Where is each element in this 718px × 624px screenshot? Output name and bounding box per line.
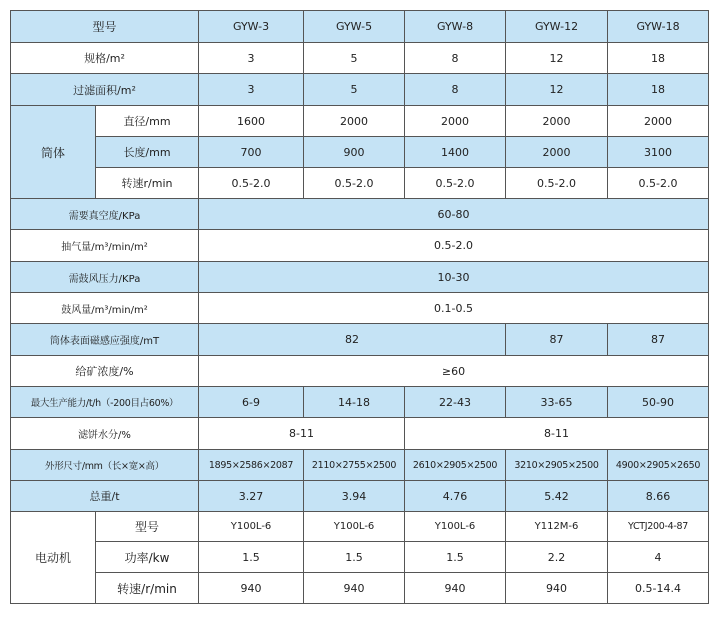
table-cell: 22-43 bbox=[405, 387, 506, 418]
table-cell: 2610×2905×2500 bbox=[405, 450, 506, 481]
spec-table-container bbox=[10, 10, 709, 604]
table-cell: 3 bbox=[199, 74, 304, 106]
header-model: GYW-18 bbox=[608, 11, 709, 43]
table-cell: 3.27 bbox=[199, 481, 304, 512]
row-label: 最大生产能力/t/h（-200目占60%） bbox=[11, 387, 199, 418]
table-cell: 0.5-2.0 bbox=[199, 168, 304, 199]
table-cell: 8.66 bbox=[608, 481, 709, 512]
table-cell: 4 bbox=[608, 542, 709, 573]
table-cell: 940 bbox=[506, 573, 608, 604]
row-label: 筒体表面磁感应强度/mT bbox=[11, 324, 199, 356]
table-cell: 5 bbox=[304, 43, 405, 74]
table-cell: 940 bbox=[199, 573, 304, 604]
header-model: GYW-5 bbox=[304, 11, 405, 43]
table-cell: 5.42 bbox=[506, 481, 608, 512]
row-label: 鼓风量/m³/min/m² bbox=[11, 293, 199, 324]
table-cell: 87 bbox=[506, 324, 608, 356]
table-cell: 940 bbox=[405, 573, 506, 604]
table-cell: 12 bbox=[506, 74, 608, 106]
table-cell: 10-30 bbox=[199, 262, 709, 293]
sub-label: 转速r/min bbox=[96, 168, 199, 199]
table-row bbox=[11, 450, 709, 481]
table-cell: 18 bbox=[608, 43, 709, 74]
table-cell: 2000 bbox=[304, 106, 405, 137]
header-row bbox=[11, 11, 709, 43]
table-cell: 1600 bbox=[199, 106, 304, 137]
table-cell: 82 bbox=[199, 324, 506, 356]
table-row bbox=[11, 168, 709, 199]
table-row bbox=[11, 106, 709, 137]
table-cell: 2110×2755×2500 bbox=[304, 450, 405, 481]
table-cell: YCTJ200-4-87 bbox=[608, 512, 709, 542]
table-row bbox=[11, 74, 709, 106]
row-label: 需要真空度/KPa bbox=[11, 199, 199, 230]
row-label: 给矿浓度/% bbox=[11, 356, 199, 387]
table-row bbox=[11, 387, 709, 418]
table-cell: Y100L-6 bbox=[199, 512, 304, 542]
table-cell: 1400 bbox=[405, 137, 506, 168]
table-cell: 8-11 bbox=[405, 418, 709, 450]
table-cell: 6-9 bbox=[199, 387, 304, 418]
sub-label: 直径/mm bbox=[96, 106, 199, 137]
table-cell: 2000 bbox=[608, 106, 709, 137]
table-cell: 1.5 bbox=[304, 542, 405, 573]
row-label: 滤饼水分/% bbox=[11, 418, 199, 450]
table-cell: 1.5 bbox=[405, 542, 506, 573]
drum-group-label: 筒体 bbox=[11, 106, 96, 199]
header-label: 型号 bbox=[11, 11, 199, 43]
table-cell: 1895×2586×2087 bbox=[199, 450, 304, 481]
table-cell: 8 bbox=[405, 43, 506, 74]
table-row bbox=[11, 137, 709, 168]
table-cell: Y112M-6 bbox=[506, 512, 608, 542]
table-cell: 2000 bbox=[405, 106, 506, 137]
sub-label: 长度/mm bbox=[96, 137, 199, 168]
table-cell: 33-65 bbox=[506, 387, 608, 418]
table-cell: 50-90 bbox=[608, 387, 709, 418]
table-row bbox=[11, 43, 709, 74]
table-row bbox=[11, 262, 709, 293]
table-row bbox=[11, 418, 709, 450]
table-cell: 0.5-2.0 bbox=[608, 168, 709, 199]
table-cell: Y100L-6 bbox=[304, 512, 405, 542]
table-cell: 940 bbox=[304, 573, 405, 604]
row-label: 规格/m² bbox=[11, 43, 199, 74]
table-cell: 2000 bbox=[506, 106, 608, 137]
table-cell: 3 bbox=[199, 43, 304, 74]
table-row bbox=[11, 230, 709, 262]
table-cell: 0.1-0.5 bbox=[199, 293, 709, 324]
table-cell: 87 bbox=[608, 324, 709, 356]
table-cell: 0.5-2.0 bbox=[199, 230, 709, 262]
table-row bbox=[11, 481, 709, 512]
motor-group-label: 电动机 bbox=[11, 512, 96, 604]
table-cell: 8-11 bbox=[199, 418, 405, 450]
table-cell: 3210×2905×2500 bbox=[506, 450, 608, 481]
table-row bbox=[11, 542, 709, 573]
table-cell: 3.94 bbox=[304, 481, 405, 512]
table-cell: 4.76 bbox=[405, 481, 506, 512]
table-row bbox=[11, 573, 709, 604]
table-cell: 3100 bbox=[608, 137, 709, 168]
table-cell: 18 bbox=[608, 74, 709, 106]
table-cell: 1.5 bbox=[199, 542, 304, 573]
row-label: 总重/t bbox=[11, 481, 199, 512]
row-label: 需鼓风压力/KPa bbox=[11, 262, 199, 293]
table-cell: 0.5-2.0 bbox=[405, 168, 506, 199]
table-cell: 8 bbox=[405, 74, 506, 106]
table-row bbox=[11, 512, 709, 542]
table-cell: Y100L-6 bbox=[405, 512, 506, 542]
header-model: GYW-8 bbox=[405, 11, 506, 43]
table-cell: 4900×2905×2650 bbox=[608, 450, 709, 481]
row-label: 过滤面积/m² bbox=[11, 74, 199, 106]
table-cell: 2000 bbox=[506, 137, 608, 168]
table-cell: 12 bbox=[506, 43, 608, 74]
row-label: 外形尺寸/mm（长×宽×高） bbox=[11, 450, 199, 481]
table-row bbox=[11, 199, 709, 230]
sub-label: 型号 bbox=[96, 512, 199, 542]
table-row bbox=[11, 356, 709, 387]
row-label: 抽气量/m³/min/m² bbox=[11, 230, 199, 262]
table-cell: 2.2 bbox=[506, 542, 608, 573]
sub-label: 转速/r/min bbox=[96, 573, 199, 604]
table-cell: ≥60 bbox=[199, 356, 709, 387]
table-cell: 900 bbox=[304, 137, 405, 168]
table-row bbox=[11, 293, 709, 324]
table-cell: 0.5-2.0 bbox=[304, 168, 405, 199]
sub-label: 功率/kw bbox=[96, 542, 199, 573]
header-model: GYW-3 bbox=[199, 11, 304, 43]
table-cell: 14-18 bbox=[304, 387, 405, 418]
table-cell: 0.5-2.0 bbox=[506, 168, 608, 199]
table-cell: 700 bbox=[199, 137, 304, 168]
table-cell: 0.5-14.4 bbox=[608, 573, 709, 604]
header-model: GYW-12 bbox=[506, 11, 608, 43]
table-cell: 60-80 bbox=[199, 199, 709, 230]
table-row bbox=[11, 324, 709, 356]
table-cell: 5 bbox=[304, 74, 405, 106]
spec-table bbox=[10, 10, 709, 604]
